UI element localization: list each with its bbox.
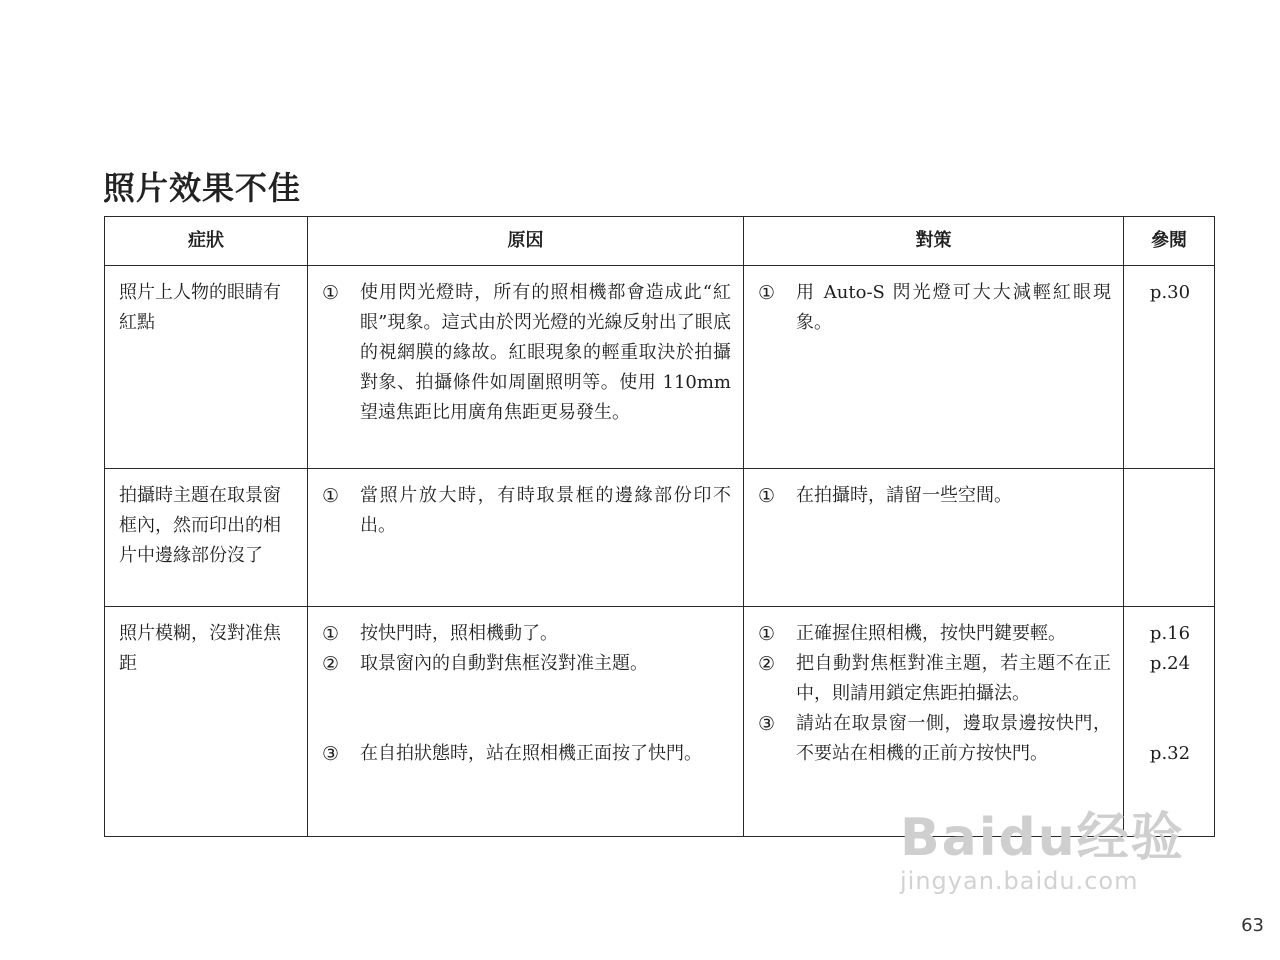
symptom-text: 拍攝時主題在取景窗框內，然而印出的相片中邊緣部份沒了 (119, 485, 281, 566)
item-number: ③ (758, 713, 776, 735)
cause-text: 取景窗內的自動對焦框沒對准主題。 (360, 653, 648, 674)
symptom-cell (105, 469, 308, 607)
symptom-cell (105, 266, 308, 469)
table-row (105, 469, 1215, 607)
cause-cell (308, 607, 744, 837)
remedy-item (758, 619, 1111, 649)
remedy-text: 請站在取景窗一側，邊取景邊按快門，不要站在相機的正前方按快門。 (796, 713, 1111, 764)
remedy-cell (744, 469, 1124, 607)
cause-text: 使用閃光燈時，所有的照相機都會造成此“紅眼”現象。這式由於閃光燈的光線反射出了眼底的視網膜的緣故。紅眼現象的輕重取決於拍攝對象、拍攝條件如周圍照明等。使用 110mm 望遠焦距比用廣角焦距更易發生。 (360, 282, 731, 423)
table-row (105, 266, 1215, 469)
cause-text: 當照片放大時，有時取景框的邊緣部份印不出。 (360, 485, 731, 536)
remedy-item (758, 709, 1111, 769)
remedy-item (758, 481, 1111, 511)
header-symptom: 症狀 (105, 217, 308, 266)
item-number: ① (758, 623, 776, 645)
remedy-cell (744, 266, 1124, 469)
watermark-logo-text: Baidu经验 (900, 808, 1185, 868)
baidu-watermark (900, 810, 1200, 910)
troubleshooting-table (104, 216, 1215, 837)
reference-cell (1124, 469, 1215, 607)
cause-item (322, 739, 731, 769)
remedy-text: 在拍攝時，請留一些空間。 (796, 485, 1012, 506)
table-row (105, 607, 1215, 837)
item-number: ① (758, 485, 776, 507)
table-header-row (105, 217, 1215, 266)
cause-cell (308, 469, 744, 607)
item-number: ② (758, 653, 776, 675)
reference-page: p.30 (1149, 282, 1191, 303)
watermark-url: jingyan.baidu.com (900, 867, 1139, 895)
symptom-cell (105, 607, 308, 837)
header-cause: 原因 (308, 217, 744, 266)
symptom-text: 照片上人物的眼睛有紅點 (119, 282, 281, 333)
page-number: 63 (1241, 915, 1264, 936)
item-number: ① (758, 282, 776, 304)
remedy-item (758, 278, 1111, 338)
reference-cell (1124, 266, 1215, 469)
cause-cell (308, 266, 744, 469)
remedy-text: 正確握住照相機，按快門鍵要輕。 (796, 623, 1066, 644)
remedy-cell (744, 607, 1124, 837)
reference-page: p.32 (1149, 743, 1191, 764)
remedy-text: 把自動對焦框對准主題，若主題不在正中，則請用鎖定焦距拍攝法。 (796, 653, 1111, 704)
item-number: ② (322, 653, 340, 675)
symptom-text: 照片模糊，沒對准焦距 (119, 623, 281, 674)
reference-cell (1124, 607, 1215, 837)
cause-text: 按快門時，照相機動了。 (360, 623, 558, 644)
header-remedy: 對策 (744, 217, 1124, 266)
reference-page: p.16 (1149, 623, 1191, 644)
header-reference: 參閱 (1124, 217, 1215, 266)
item-number: ① (322, 485, 340, 507)
cause-item (322, 649, 731, 679)
cause-item (322, 278, 731, 428)
item-number: ① (322, 623, 340, 645)
cause-item (322, 619, 731, 649)
cause-text: 在自拍狀態時，站在照相機正面按了快門。 (360, 743, 702, 764)
item-number: ① (322, 282, 340, 304)
cause-item (322, 481, 731, 541)
reference-page: p.24 (1149, 653, 1191, 674)
item-number: ③ (322, 743, 340, 765)
page-title: 照片效果不佳 (103, 169, 302, 207)
remedy-text: 用 Auto-S 閃光燈可大大減輕紅眼現象。 (796, 282, 1111, 333)
remedy-item (758, 649, 1111, 709)
